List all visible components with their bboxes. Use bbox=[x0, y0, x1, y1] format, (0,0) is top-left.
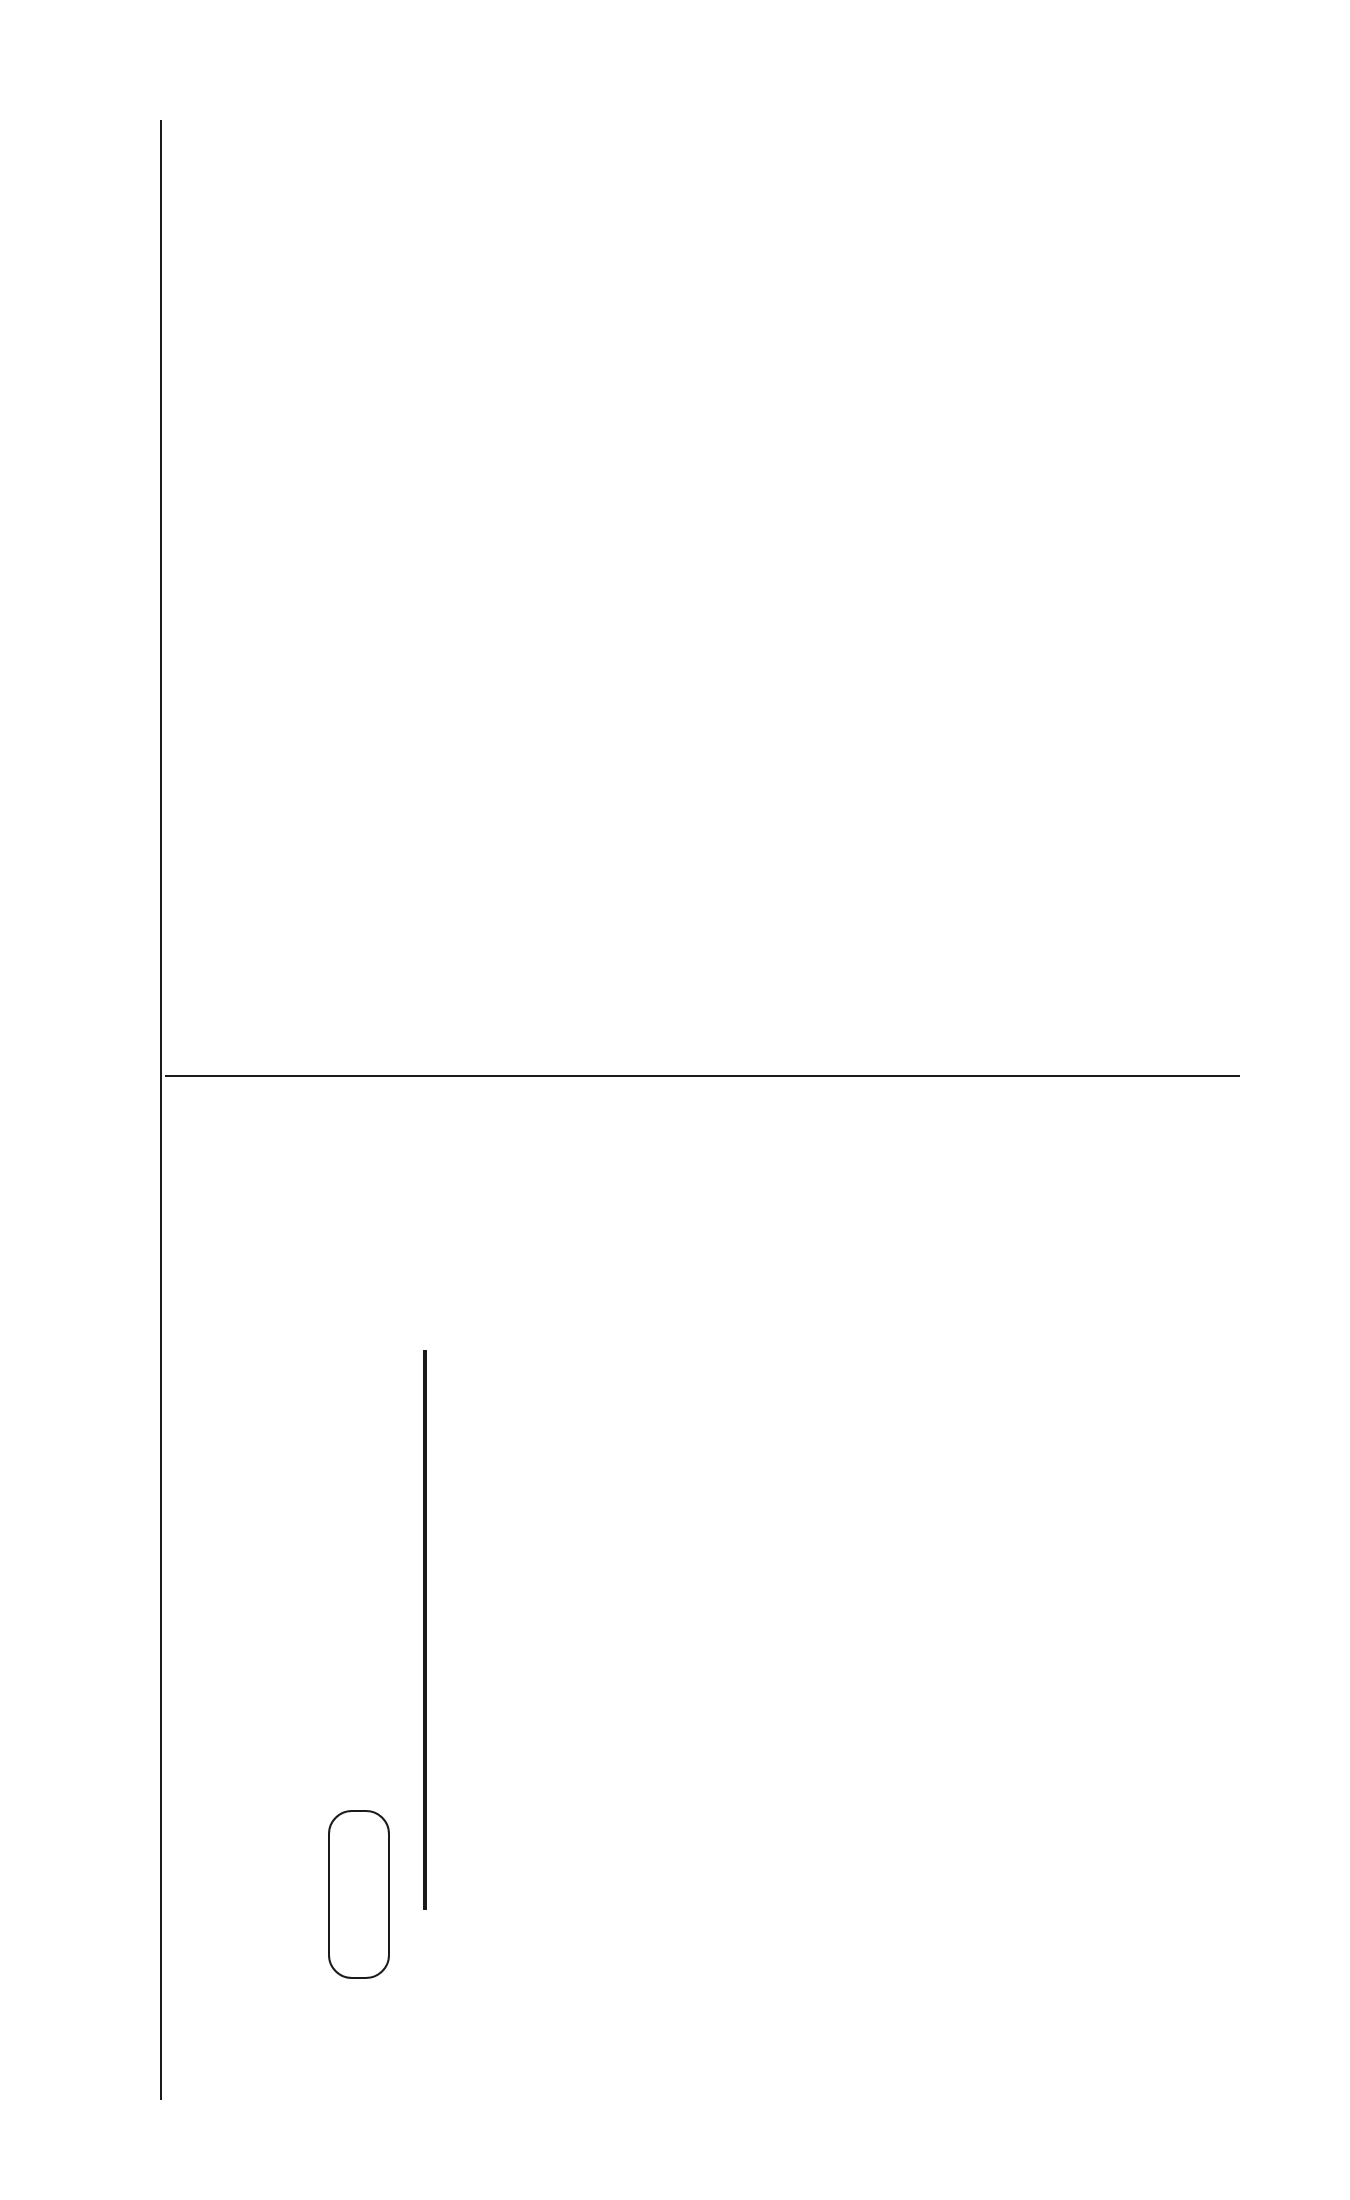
section-bracket bbox=[328, 1810, 390, 1979]
left-margin-rule bbox=[160, 120, 162, 2100]
heading-bar-rule bbox=[423, 1350, 427, 1910]
section-divider-rule bbox=[165, 1075, 1240, 1077]
